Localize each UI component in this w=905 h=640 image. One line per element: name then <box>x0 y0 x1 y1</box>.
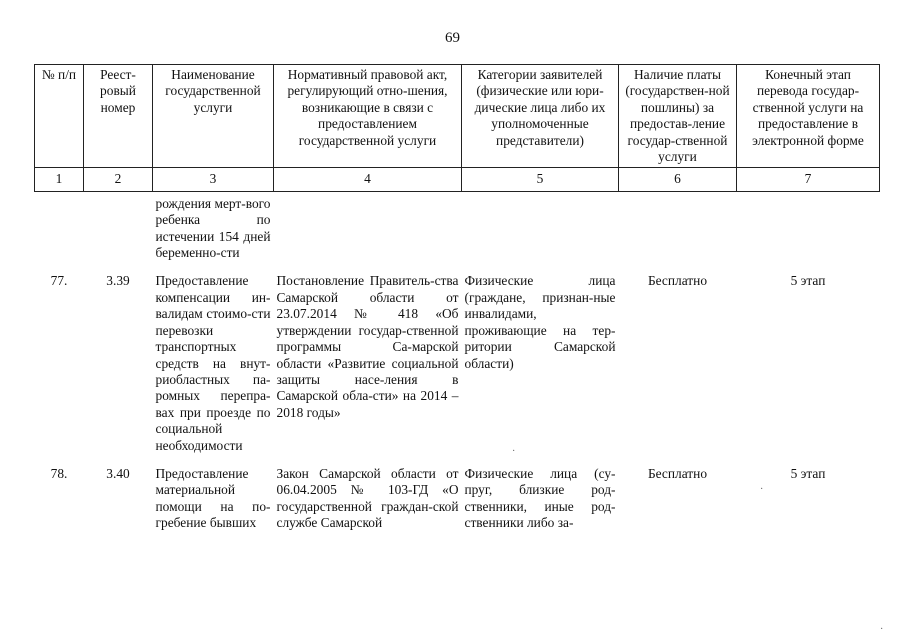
column-number: 7 <box>737 168 880 191</box>
registry-number: 3.40 <box>106 465 130 481</box>
table-row <box>35 273 880 465</box>
continuation-row <box>35 191 880 273</box>
header-fee: Наличие платы (государствен-ной пошлины) за предостав-ление государ-ственной услуги <box>619 65 737 168</box>
table-row <box>35 466 880 534</box>
page-number: 69 <box>445 30 460 46</box>
fee: Бесплатно <box>647 273 708 289</box>
header-number: № п/п <box>35 65 84 168</box>
header-service-name: Наименование государственной услуги <box>153 65 274 168</box>
header-legal-act: Нормативный правовой акт, регулирующий отно-шения, возникающие в связи с предоставлением государственной услуги <box>274 65 462 168</box>
column-number: 6 <box>619 168 737 191</box>
column-number: 2 <box>84 168 153 191</box>
final-stage: 5 этап <box>790 273 826 289</box>
column-number: 4 <box>274 168 462 191</box>
registry-number: 3.39 <box>106 273 130 289</box>
column-number: 3 <box>153 168 274 191</box>
legal-act: Закон Самарской области от 06.04.2005 № 103-ГД «О государственной граждан-ской службе Самарской <box>276 465 459 531</box>
final-stage: 5 этап <box>790 465 826 481</box>
scan-artifact: · <box>760 484 764 495</box>
scan-artifact: · <box>880 624 884 635</box>
service-name: Предоставление материальной помощи на по-гребение бывших <box>155 465 271 531</box>
legal-act: Постановление Правитель-ства Самарской области от 23.07.2014 № 418 «Об утверждении государ-ственной программы Са-марской области «Развитие социальной защиты насе-ления в Самарской обла-сти» на 2014 – 2018 годы» <box>276 273 459 420</box>
services-registry-table <box>34 64 880 534</box>
continuation-service-name: рождения мерт-вого ребенка по истечении 154 дней беременно-сти <box>155 195 271 261</box>
header-applicant-categories: Категории заявителей (физические или юри-дические лица либо их уполномоченные представители) <box>462 65 619 168</box>
header-final-stage: Конечный этап перевода государ-ственной услуги на предоставление в электронной форме <box>737 65 880 168</box>
scan-artifact: · <box>512 446 516 457</box>
service-name: Предоставление компенсации ин-валидам стоимо-сти перевозки транспортных средств на внут-риобластных па-ромных перепра-вах при проезде по социальной необходимости <box>155 273 271 453</box>
column-numbers-row <box>35 168 880 191</box>
fee: Бесплатно <box>647 465 708 481</box>
applicant-category: Физические лица (граждане, признан-ные инвалидами, проживающие на тер-ритории Самарской области) <box>464 273 616 371</box>
applicant-category: Физические лица (су-пруг, близкие род-ственники, иные род-ственники либо за- <box>464 465 616 531</box>
column-number: 1 <box>35 168 84 191</box>
header-registry-number: Реест-ровый номер <box>84 65 153 168</box>
row-number: 78. <box>50 465 68 481</box>
table-header-row <box>35 65 880 168</box>
row-number: 77. <box>50 273 68 289</box>
column-number: 5 <box>462 168 619 191</box>
